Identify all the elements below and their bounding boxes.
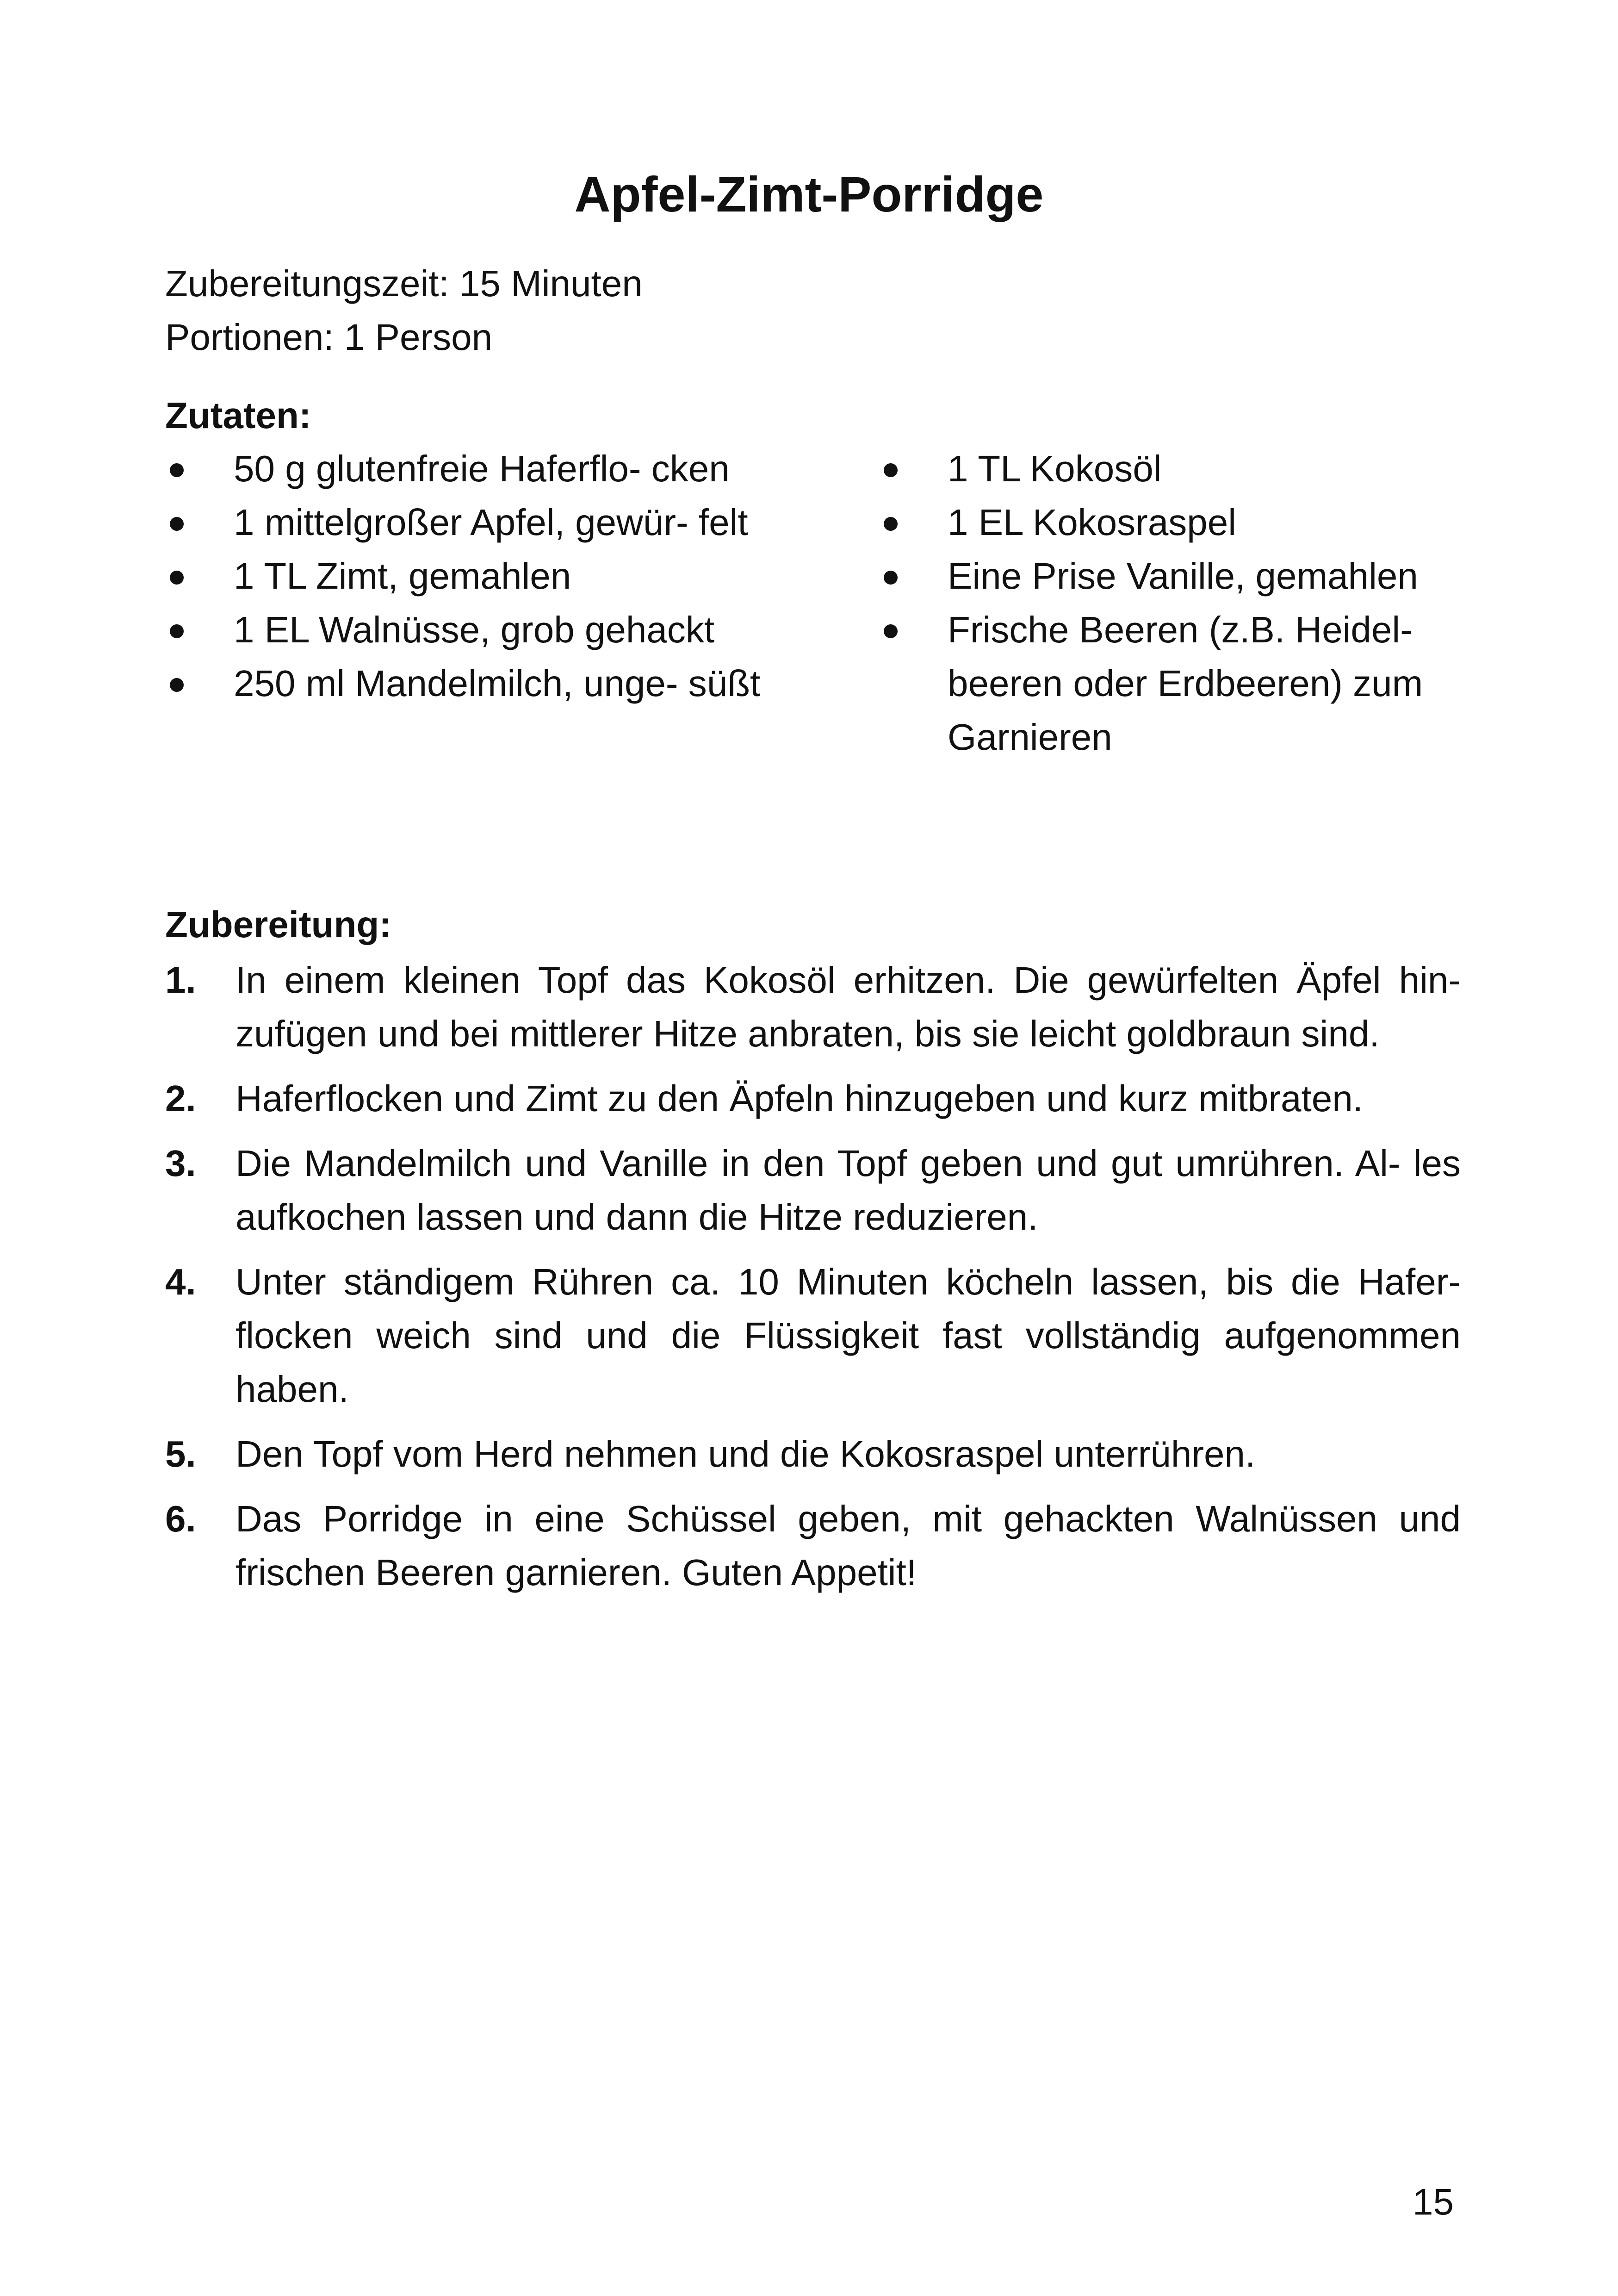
step-text: Die Mandelmilch und Vanille in den Topf geben und gut umrühren. Al- les aufkochen lassen und dann die Hitze reduzieren. — [236, 1143, 1461, 1238]
step-text: Unter ständigem Rühren ca. 10 Minuten köcheln lassen, bis die Hafer- flocken weich sind und die Flüssigkeit fast vollständig aufgenommen haben. — [236, 1261, 1461, 1410]
ingredients-list-left — [165, 442, 767, 710]
steps-list — [165, 953, 1461, 1611]
bullet-icon — [879, 442, 902, 496]
bullet-icon — [165, 496, 188, 549]
step-number: 3. — [165, 1143, 196, 1184]
bullet-icon — [165, 657, 188, 710]
bullet-icon — [165, 549, 188, 603]
step-item — [165, 953, 1461, 1061]
step-number: 4. — [165, 1261, 196, 1302]
step-number: 1. — [165, 959, 196, 1001]
step-number: 2. — [165, 1078, 196, 1119]
page-number: 15 — [1413, 2181, 1454, 2222]
ingredient-item: 1 EL Kokosraspel — [879, 496, 1476, 549]
bullet-icon — [879, 549, 902, 603]
step-item — [165, 1427, 1461, 1481]
step-number: 6. — [165, 1498, 196, 1539]
step-item — [165, 1255, 1461, 1416]
step-text: Haferflocken und Zimt zu den Äpfeln hinzugeben und kurz mitbraten. — [236, 1078, 1363, 1119]
recipe-title: Apfel-Zimt-Porridge — [574, 166, 1044, 222]
ingredients-heading: Zutaten: — [165, 395, 311, 436]
ingredient-item: 1 TL Kokosöl — [879, 442, 1476, 496]
servings: Portionen: 1 Person — [165, 317, 493, 358]
step-item — [165, 1072, 1461, 1126]
step-text: Das Porridge in eine Schüssel geben, mit gehackten Walnüssen und frischen Beeren garnieren. Guten Appetit! — [236, 1498, 1461, 1593]
ingredient-item: Eine Prise Vanille, gemahlen — [879, 549, 1476, 603]
step-item — [165, 1492, 1461, 1599]
ingredient-item: 250 ml Mandelmilch, unge- süßt — [165, 657, 767, 710]
prep-time: Zubereitungszeit: 15 Minuten — [165, 263, 643, 304]
ingredient-item: 1 mittelgroßer Apfel, gewür- felt — [165, 496, 767, 549]
bullet-icon — [879, 496, 902, 549]
ingredient-item: 1 EL Walnüsse, grob gehackt — [165, 603, 767, 657]
recipe-meta — [165, 257, 643, 364]
ingredient-item: 1 TL Zimt, gemahlen — [165, 549, 767, 603]
step-text: In einem kleinen Topf das Kokosöl erhitzen. Die gewürfelten Äpfel hin- zufügen und bei mittlerer Hitze anbraten, bis sie leicht goldbraun sind. — [236, 959, 1461, 1054]
bullet-icon — [165, 442, 188, 496]
ingredient-item: Frische Beeren (z.B. Heidel- beeren oder Erdbeeren) zum Garnieren — [879, 603, 1476, 764]
step-item — [165, 1137, 1461, 1244]
step-number: 5. — [165, 1433, 196, 1475]
steps-heading: Zubereitung: — [165, 904, 391, 945]
step-text: Den Topf vom Herd nehmen und die Kokosraspel unterrühren. — [236, 1433, 1256, 1475]
ingredients-list-right — [879, 442, 1476, 764]
bullet-icon — [879, 603, 902, 657]
ingredient-item: 50 g glutenfreie Haferflo- cken — [165, 442, 767, 496]
bullet-icon — [165, 603, 188, 657]
